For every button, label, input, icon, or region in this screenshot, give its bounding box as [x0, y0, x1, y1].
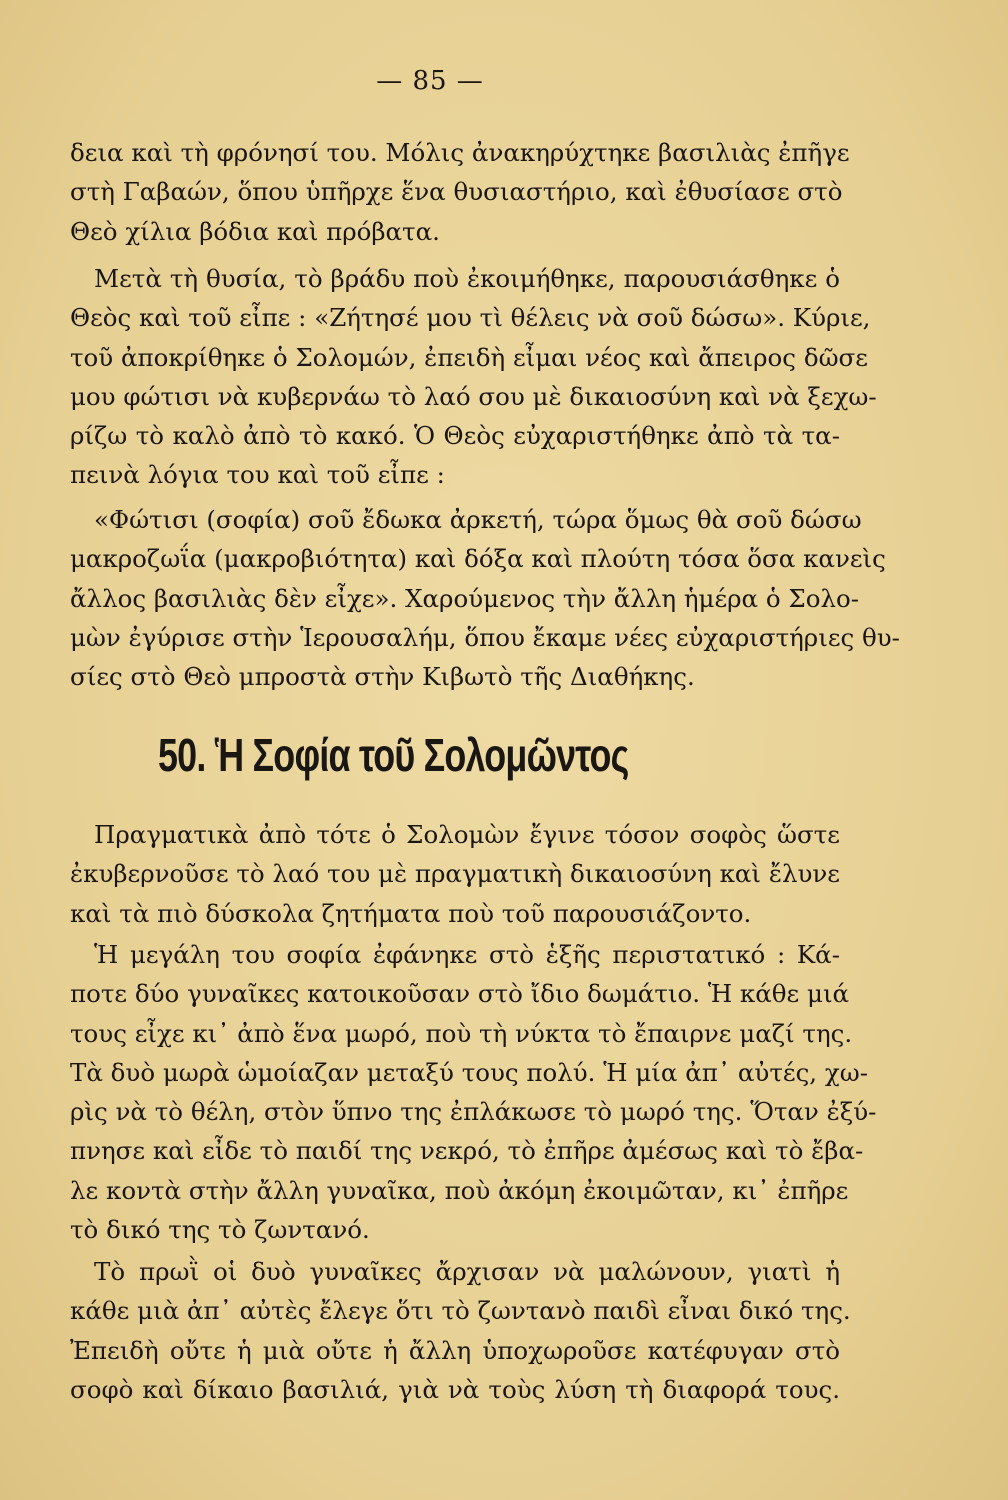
text-line: τοῦ ἀποκρίθηκε ὁ Σολομών, ἐπειδὴ εἶμαι νέος καὶ ἄπειρος δῶσε: [70, 342, 868, 372]
text-line: κάθε μιὰ ἀπ᾽ αὐτὲς ἔλεγε ὅτι τὸ ζωντανὸ παιδὶ εἶναι δικό της.: [70, 1296, 851, 1326]
text-line: «Φώτισι (σοφία) σοῦ ἔδωκα ἀρκετή, τώρα ὅμως θὰ σοῦ δώσω: [94, 505, 862, 534]
text-line: Ἐπειδὴ οὔτε ἡ μιὰ οὔτε ἡ ἄλλη ὑποχωροῦσε κατέφυγαν στὸ: [70, 1335, 840, 1365]
page-number: — 85 —: [376, 66, 484, 96]
text-line: Πραγματικὰ ἀπὸ τότε ὁ Σολομὼν ἔγινε τόσον σοφὸς ὥστε: [94, 820, 840, 849]
text-line: λε κοντὰ στὴν ἄλλη γυναῖκα, ποὺ ἀκόμη ἐκοιμῶταν, κι᾽ ἐπῆρε: [70, 1175, 849, 1205]
text-line: σοφὸ καὶ δίκαιο βασιλιά, γιὰ νὰ τοὺς λύση τὴ διαφορά τους.: [70, 1374, 840, 1404]
text-line: ἐκυβερνοῦσε τὸ λαό του μὲ πραγματικὴ δικαιοσύνη καὶ ἔλυνε: [70, 859, 840, 889]
text-line: τὸ δικό της τὸ ζωντανό.: [70, 1215, 370, 1245]
text-line: στὴ Γαβαών, ὅπου ὑπῆρχε ἕνα θυσιαστήριο, καὶ ἐθυσίασε στὸ: [70, 177, 843, 207]
text-line: καὶ τὰ πιὸ δύσκολα ζητήματα ποὺ τοῦ παρουσιάζοντο.: [70, 898, 752, 928]
text-line: μὼν ἐγύρισε στὴν Ἱερουσαλήμ, ὅπου ἔκαμε νέες εὐχαριστήριες θυ-: [70, 622, 900, 652]
paragraph-2: [70, 259, 877, 495]
text-line: ρὶς νὰ τὸ θέλη, στὸν ὕπνο της ἐπλάκωσε τὸ μωρό της. Ὅταν ἐξύ-: [70, 1097, 877, 1127]
text-line: Ἡ μεγάλη του σοφία ἐφάνηκε στὸ ἑξῆς περιστατικό : Κά-: [94, 940, 840, 969]
text-line: ρίζω τὸ καλὸ ἀπὸ τὸ κακό. Ὁ Θεὸς εὐχαριστήθηκε ἀπὸ τὰ τα-: [70, 421, 840, 451]
text-line: δεια καὶ τὴ φρόνησί του. Μόλις ἀνακηρύχτηκε βασιλιὰς ἐπῆγε: [70, 138, 850, 167]
text-line: μακροζωΐα (μακροβιότητα) καὶ δόξα καὶ πλούτη τόσα ὅσα κανεὶς: [70, 544, 886, 574]
text-line: μου φώτισι νὰ κυβερνάω τὸ λαό σου μὲ δικαιοσύνη καὶ νὰ ξεχω-: [70, 381, 877, 411]
text-line: πεινὰ λόγια του καὶ τοῦ εἶπε :: [70, 460, 445, 490]
text-line: Θεὸς καὶ τοῦ εἶπε : «Ζήτησέ μου τὶ θέλεις νὰ σοῦ δώσω». Κύριε,: [70, 303, 871, 333]
text-line: Τὸ πρωῒ οἱ δυὸ γυναῖκες ἄρχισαν νὰ μαλώνουν, γιατὶ ἡ: [94, 1257, 840, 1286]
paragraph-5: [70, 935, 877, 1249]
paragraph-4: [70, 815, 840, 933]
text-line: τους εἶχε κι᾽ ἀπὸ ἕνα μωρό, ποὺ τὴ νύκτα τὸ ἔπαιρνε μαζί της.: [70, 1018, 853, 1048]
text-line: ἄλλος βασιλιὰς δὲν εἶχε». Χαρούμενος τὴν ἄλλη ἡμέρα ὁ Σολο-: [70, 583, 860, 613]
text-line: Τὰ δυὸ μωρὰ ὡμοίαζαν μεταξύ τους πολύ. Ἡ μία ἀπ᾽ αὐτές, χω-: [70, 1057, 868, 1087]
text-line: ποτε δύο γυναῖκες κατοικοῦσαν στὸ ἴδιο δωμάτιο. Ἡ κάθε μιά: [70, 979, 850, 1009]
paragraph-1: [70, 133, 850, 251]
section-heading: 50. Ἡ Σοφία τοῦ Σολομῶντος: [158, 729, 629, 781]
text-line: Θεὸ χίλια βόδια καὶ πρόβατα.: [70, 216, 440, 246]
text-line: σίες στὸ Θεὸ μπροστὰ στὴν Κιβωτὸ τῆς Διαθήκης.: [70, 662, 695, 692]
paragraph-6: [70, 1252, 851, 1409]
paragraph-3: [70, 500, 900, 696]
text-line: πνησε καὶ εἶδε τὸ παιδί της νεκρό, τὸ ἐπῆρε ἀμέσως καὶ τὸ ἔβα-: [70, 1136, 864, 1166]
text-line: Μετὰ τὴ θυσία, τὸ βράδυ ποὺ ἐκοιμήθηκε, παρουσιάσθηκε ὁ: [94, 264, 840, 293]
